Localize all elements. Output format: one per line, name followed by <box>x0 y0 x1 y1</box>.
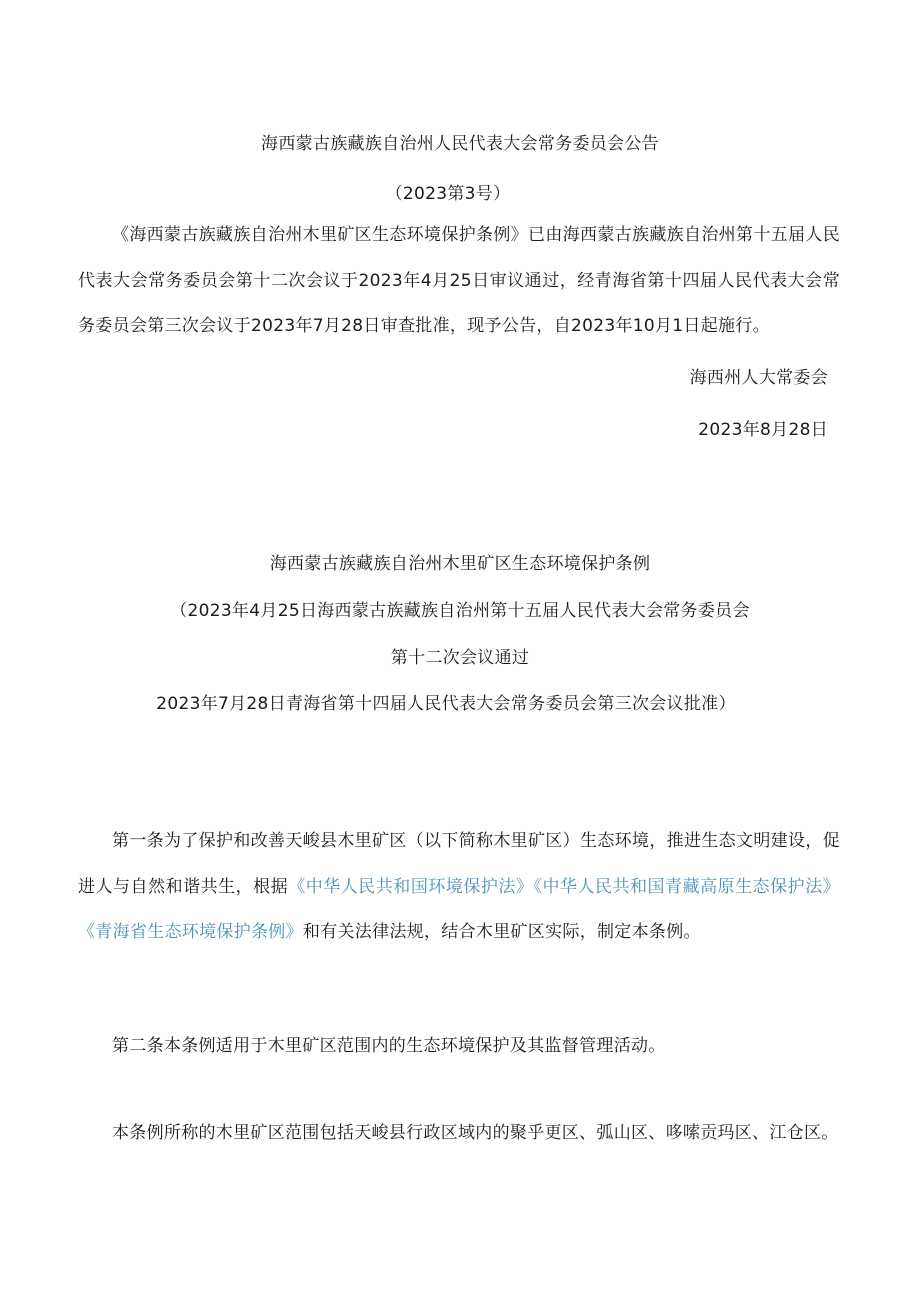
announcement-number: （2023第3号） <box>385 184 511 204</box>
article-2: 第二条本条例适用于木里矿区范围内的生态环境保护及其监督管理活动。 <box>112 1036 666 1056</box>
announcement-title: 海西蒙古族藏族自治州人民代表大会常务委员会公告 <box>261 134 659 154</box>
announcement-date: 2023年8月28日 <box>698 420 828 440</box>
link-environmental-protection-law[interactable]: 《中华人民共和国环境保护法》 <box>288 876 534 897</box>
announcement-issuer: 海西州人大常委会 <box>689 368 828 388</box>
regulation-note-line-1: （2023年4月25日海西蒙古族藏族自治州第十五届人民代表大会常务委员会 <box>170 601 750 621</box>
regulation-note-line-2: 第十二次会议通过 <box>390 648 530 668</box>
article-2-paragraph-2: 本条例所称的木里矿区范围包括天峻县行政区域内的聚乎更区、弧山区、哆嗦贡玛区、江仓区。 <box>112 1123 839 1143</box>
article-1 <box>78 819 840 956</box>
regulation-note-line-3: 2023年7月28日青海省第十四届人民代表大会常务委员会第三次会议批准） <box>156 694 736 714</box>
regulation-title: 海西蒙古族藏族自治州木里矿区生态环境保护条例 <box>269 554 651 574</box>
announcement-body: 《海西蒙古族藏族自治州木里矿区生态环境保护条例》已由海西蒙古族藏族自治州第十五届人民代表大会常务委员会第十二次会议于2023年4月25日审议通过，经青海省第十四届人民代表大会常务委员会第三次会议于2023年7月28日审查批准，现予公告，自2023年10月1日起施行。 <box>78 225 840 336</box>
article-1-text-a: 第一条为了保护和改善天峻县木里矿区（以下简称木里矿区）生态环境，推进生态文明建设，促进人与自然和谐共生，根据 <box>78 831 840 897</box>
link-qinghai-environmental-regulation[interactable]: 《青海省生态环境保护条例》 <box>78 922 303 942</box>
article-1-text-b: 和有关法律法规，结合木里矿区实际，制定本条例。 <box>302 922 701 942</box>
link-qinghai-tibet-plateau-law[interactable]: 《中华人民共和国青藏高原生态保护法》 <box>533 876 841 897</box>
